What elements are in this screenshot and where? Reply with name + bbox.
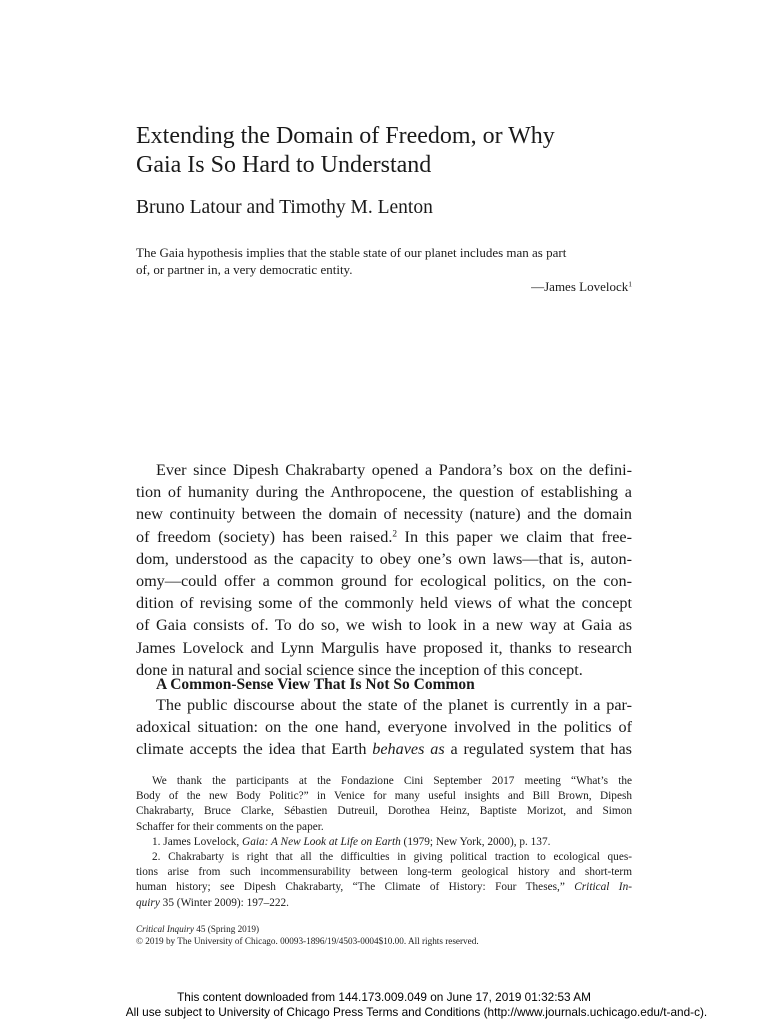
body-line: of Gaia consists of. To do so, we wish to look in a new way at Gaia as [136, 616, 632, 635]
body-line [136, 526, 632, 548]
footnote-line: Body of the new Body Politic?” in Venice for many useful insights and Bill Brown, Dipesh [136, 790, 632, 803]
footnote-2-line: tions arise from such incommensurability between long-term geological history and short-term [136, 866, 632, 879]
body-paragraph-1 [136, 459, 632, 681]
body-line: The public discourse about the state of the planet is currently in a par- [156, 696, 632, 714]
download-notice [0, 990, 768, 1020]
epigraph-attribution-text: —James Lovelock [531, 279, 629, 294]
body-line: Ever since Dipesh Chakrabarty opened a Pandora’s box on the defini- [156, 461, 632, 479]
footnote-part: (1979; New York, 2000), p. 137. [400, 835, 551, 848]
body-line: dition of revising some of the commonly held views of what the concept [136, 594, 632, 613]
body-line: dom, understood as the capacity to obey one’s own laws—that is, auton- [136, 549, 632, 568]
emphasis: behaves as [372, 740, 445, 759]
body-line: done in natural and social science since the inception of this concept. [136, 660, 583, 679]
epigraph-line-2: of, or partner in, a very democratic entity. [136, 262, 353, 277]
article-authors: Bruno Latour and Timothy M. Lenton [136, 197, 433, 218]
footnote-part: human history; see Dipesh Chakrabarty, “The Climate of History: Four Theses,” [136, 881, 575, 894]
body-line: tion of humanity during the Anthropocene, the question of establishing a [136, 483, 632, 502]
body-line-part: of freedom (society) has been raised. [136, 527, 393, 546]
footnote-emphasis: quiry [136, 896, 160, 909]
terms-line: All use subject to University of Chicago Press Terms and Conditions (http://www.journals.uchicago.edu/t-and-c). [125, 1005, 708, 1019]
title-line-1: Extending the Domain of Freedom, or Why [136, 123, 555, 149]
epigraph [136, 244, 636, 295]
body-line: James Lovelock and Lynn Margulis have proposed it, thanks to research [136, 638, 632, 657]
journal-issue [136, 923, 479, 935]
body-line [136, 738, 632, 760]
article-title [136, 122, 656, 180]
footnote-1 [136, 835, 632, 850]
epigraph-attribution [136, 278, 636, 295]
journal-name: Critical Inquiry [136, 924, 194, 934]
footnote-line: Schaffer for their comments on the paper. [136, 820, 324, 833]
journal-info [136, 923, 479, 947]
footnote-2-line [136, 880, 632, 895]
body-line: adoxical situation: on the one hand, everyone involved in the politics of [136, 718, 632, 737]
footnote-line: Chakrabarty, Bruce Clarke, Sébastien Dutreuil, Dorothea Heinz, Baptiste Morizot, and Simon [136, 805, 632, 818]
body-line-part: a regulated system that has [444, 740, 632, 759]
body-line: new continuity between the domain of necessity (nature) and the domain [136, 505, 632, 524]
body-line: omy—could offer a common ground for ecological politics, on the con- [136, 572, 632, 591]
journal-issue-text: 45 (Spring 2019) [193, 924, 260, 934]
footnote-2-line [136, 896, 632, 911]
title-line-2: Gaia Is So Hard to Understand [136, 152, 432, 178]
journal-copyright: © 2019 by The University of Chicago. 00093-1896/19/4503-0004$10.00. All rights reserved. [136, 936, 479, 946]
footnote-part: 35 (Winter 2009): 197–222. [159, 896, 289, 909]
download-line: This content downloaded from 144.173.009.049 on June 17, 2019 01:32:53 AM [177, 990, 591, 1004]
footnote-line: We thank the participants at the Fondazione Cini September 2017 meeting “What’s the [152, 775, 632, 787]
footnote-2-line: 2. Chakrabarty is right that all the difficulties in giving political traction to ecological ques- [152, 851, 632, 864]
body-line-part: In this paper we claim that free- [397, 527, 633, 546]
epigraph-line-1: The Gaia hypothesis implies that the stable state of our planet includes man as part [136, 245, 567, 260]
body-paragraph-2 [136, 694, 632, 761]
footnote-part: 1. James Lovelock, [152, 835, 243, 848]
footnotes [136, 774, 632, 911]
footnote-emphasis: Critical In- [574, 881, 632, 894]
section-heading: A Common-Sense View That Is Not So Common [156, 676, 475, 693]
body-line-part: climate accepts the idea that Earth [136, 740, 373, 759]
footnote-emphasis: Gaia: A New Look at Life on Earth [242, 835, 401, 848]
footnote-ref-1: 1 [628, 279, 632, 289]
footnote-ref-2: 2 [392, 528, 398, 539]
